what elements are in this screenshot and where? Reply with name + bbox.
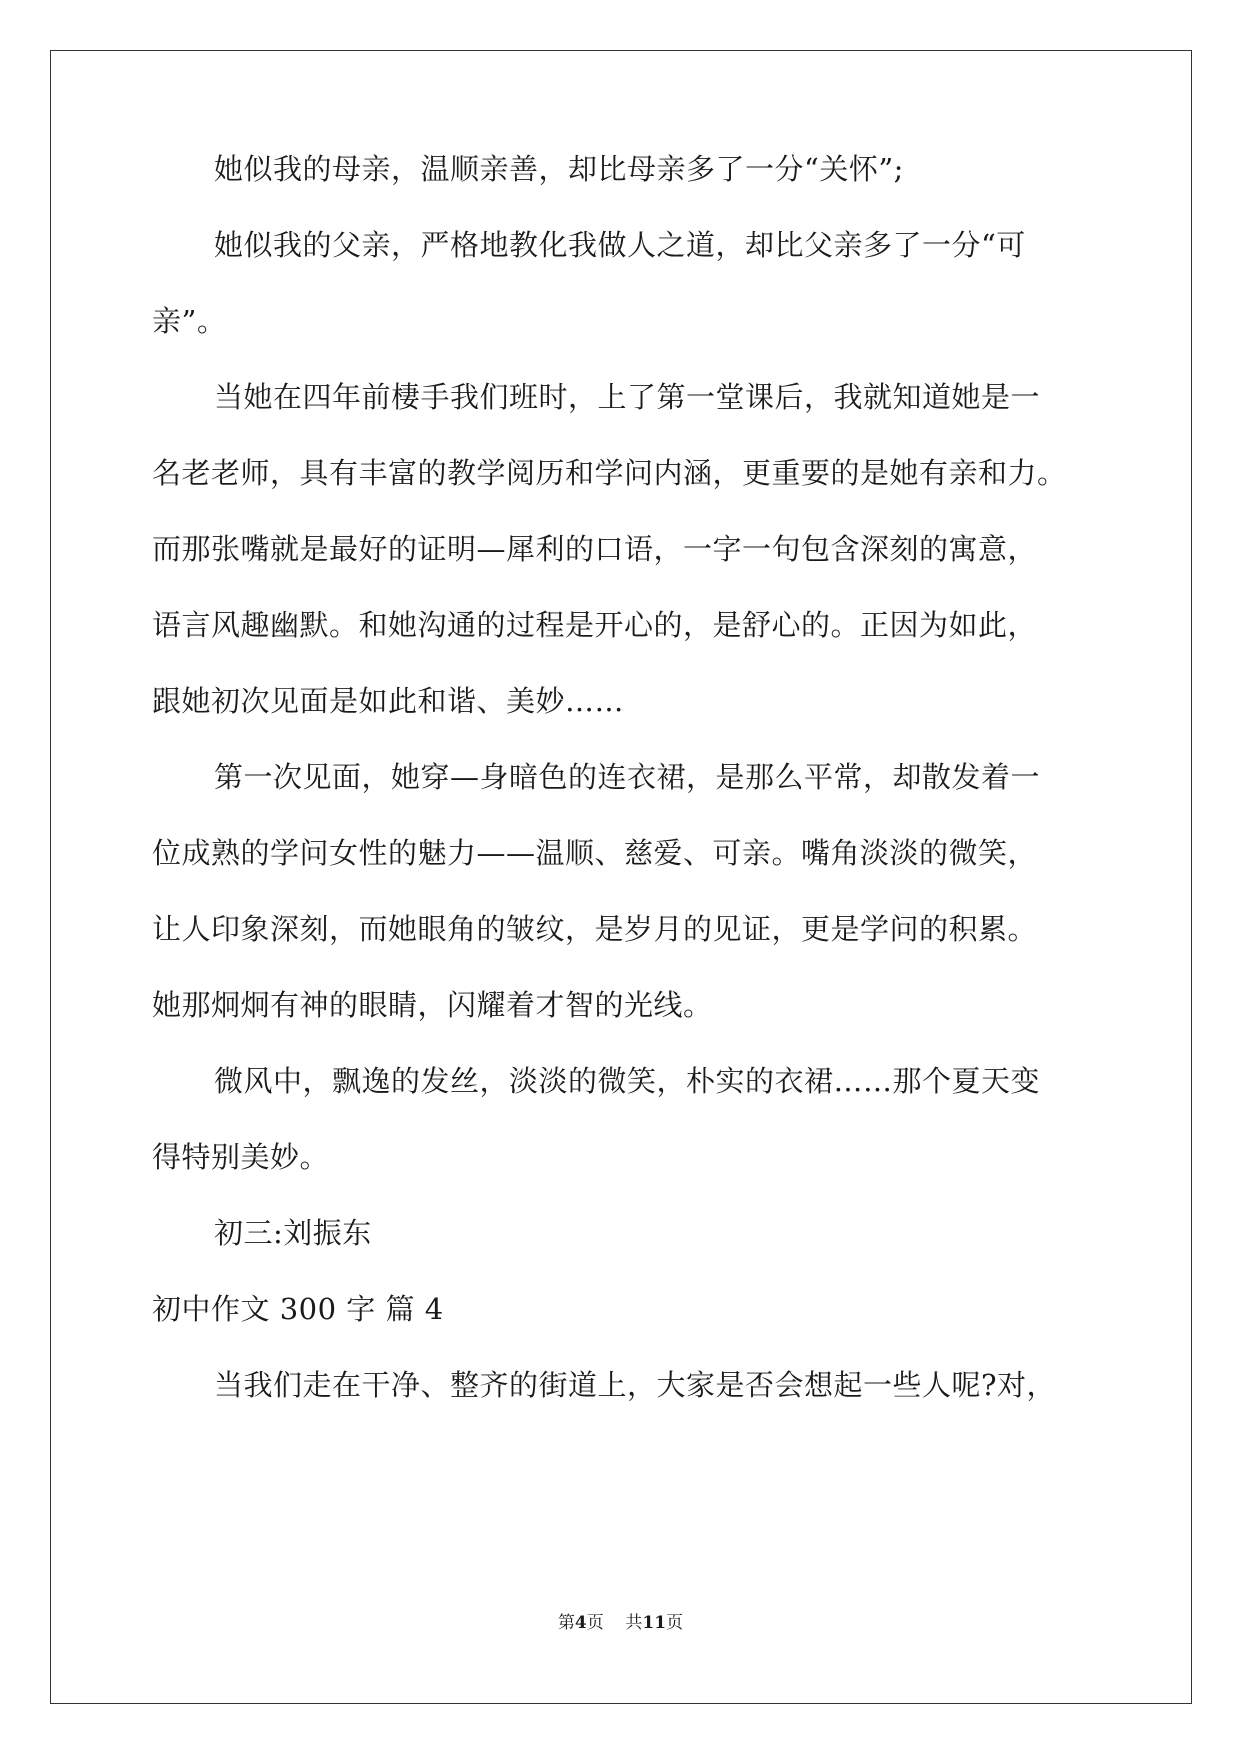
paragraph-line: 当我们走在干净、整齐的街道上，大家是否会想起一些人呢?对， (214, 1368, 1057, 1402)
paragraph-line: 她似我的母亲，温顺亲善，却比母亲多了一分“关怀”; (214, 152, 904, 186)
page-footer (0, 1608, 1241, 1633)
page-border (50, 50, 1192, 1704)
paragraph-line: 语言风趣幽默。和她沟通的过程是开心的，是舒心的。正因为如此， (152, 608, 1038, 642)
paragraph-line: 位成熟的学问女性的魅力——温顺、慈爱、可亲。嘴角淡淡的微笑， (152, 836, 1038, 870)
paragraph-line: 让人印象深刻，而她眼角的皱纹，是岁月的见证，更是学问的积累。 (152, 912, 1038, 946)
paragraph-line: 她那炯炯有神的眼睛，闪耀着才智的光线。 (152, 988, 713, 1022)
paragraph-line: 当她在四年前棲手我们班时，上了第一堂课后，我就知道她是一 (214, 380, 1041, 414)
footer-mid: 页 共 (586, 1613, 643, 1633)
footer-prefix: 第 (557, 1613, 575, 1633)
footer-total-pages: 11 (642, 1613, 667, 1633)
paragraph-line: 而那张嘴就是最好的证明—犀利的口语，一字一句包含深刻的寓意， (152, 532, 1038, 566)
paragraph-line: 得特别美妙。 (152, 1140, 330, 1174)
footer-suffix: 页 (666, 1613, 684, 1633)
paragraph-line: 跟她初次见面是如此和谐、美妙…… (152, 684, 625, 718)
paragraph-line: 亲”。 (152, 304, 227, 338)
paragraph-line: 第一次见面，她穿—身暗色的连衣裙，是那么平常，却散发着一 (214, 760, 1041, 794)
paragraph-line: 微风中，飘逸的发丝，淡淡的微笑，朴实的衣裙……那个夏天变 (214, 1064, 1041, 1098)
paragraph-line: 她似我的父亲，严格地教化我做人之道，却比父亲多了一分“可 (214, 228, 1026, 262)
section-heading: 初中作文 300 字 篇 4 (152, 1292, 444, 1326)
footer-page-number: 4 (574, 1613, 587, 1633)
paragraph-line: 名老老师，具有丰富的教学阅历和学问内涵，更重要的是她有亲和力。 (152, 456, 1067, 490)
author-line: 初三:刘振东 (214, 1216, 372, 1250)
